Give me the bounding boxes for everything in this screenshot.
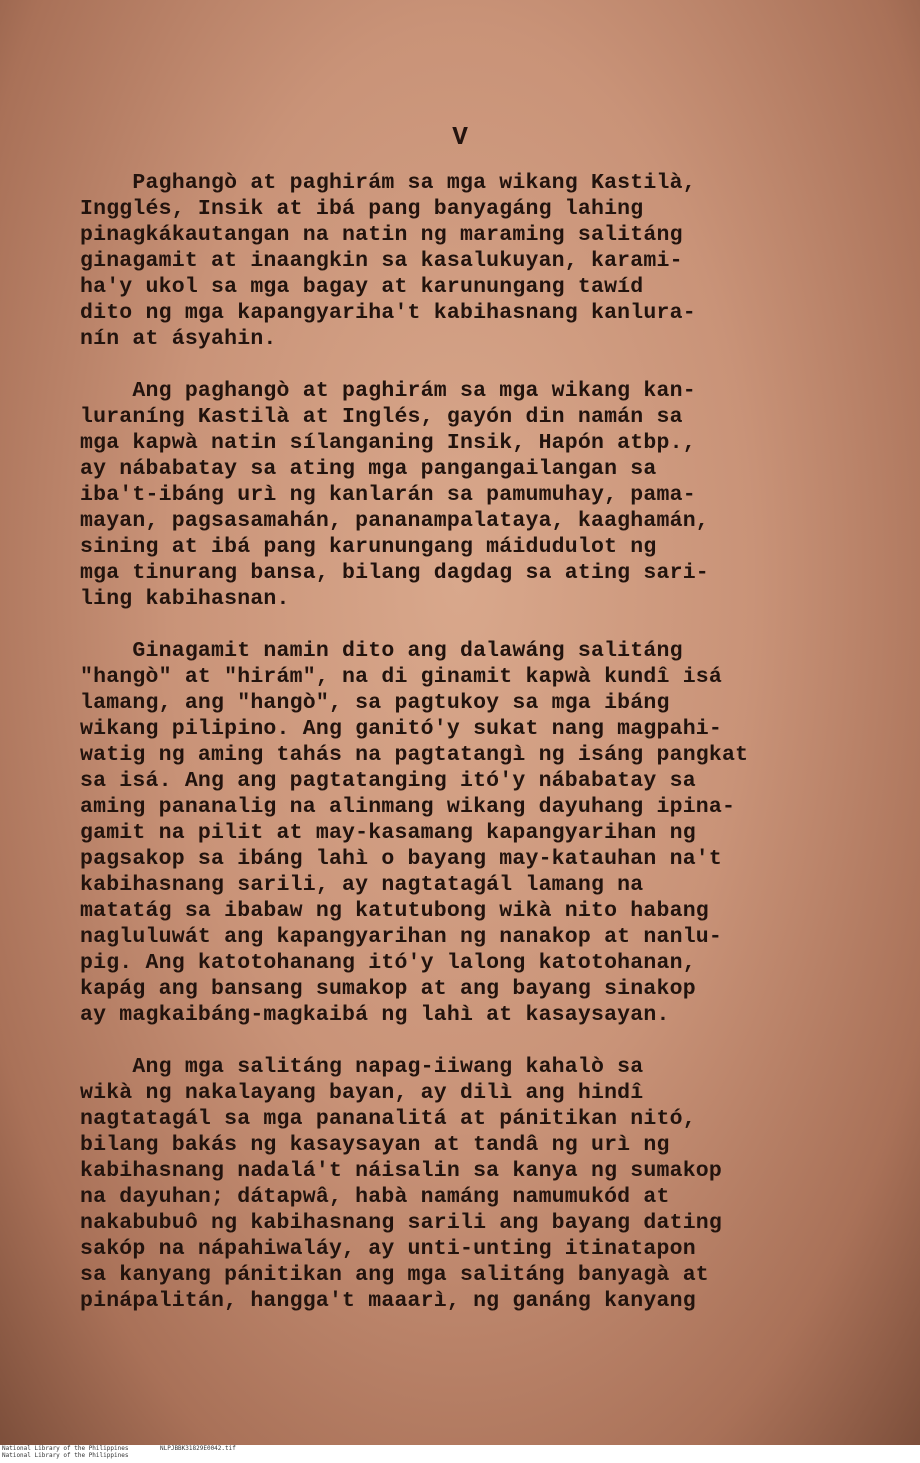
text-line: matatág sa ibabaw ng katutubong wikà nito habang xyxy=(80,899,709,923)
text-line: kabihasnang sarili, ay nagtatagál lamang na xyxy=(80,873,644,897)
text-line: dito ng mga kapangyariha't kabihasnang kanlura- xyxy=(80,301,696,325)
text-line: sining at ibá pang karunungang máidudulot ng xyxy=(80,535,657,559)
text-line: iba't-ibáng urì ng kanlarán sa pamumuhay, pama- xyxy=(80,483,696,507)
text-line: Paghangò at paghirám sa mga wikang Kastilà, xyxy=(80,171,696,195)
text-line: nín at ásyahin. xyxy=(80,327,277,351)
paragraph-2 xyxy=(80,378,900,612)
text-line: nagluluwát ang kapangyarihan ng nanakop at nanlu- xyxy=(80,925,723,949)
text-line: ling kabihasnan. xyxy=(80,587,290,611)
text-line: sa kanyang pánitikan ang mga salitáng banyagà at xyxy=(80,1263,709,1287)
text-line: Ang mga salitáng napag-iiwang kahalò sa xyxy=(80,1055,644,1079)
text-line: sa isá. Ang ang pagtatanging itó'y nábabatay sa xyxy=(80,769,696,793)
text-line: nagtatagál sa mga pananalitá at pánitikan nitó, xyxy=(80,1107,696,1131)
text-line: nakabubuô ng kabihasnang sarili ang bayang dating xyxy=(80,1211,723,1235)
text-line: kabihasnang nadalá't náisalin sa kanya ng sumakop xyxy=(80,1159,723,1183)
text-line: sakóp na nápahiwaláy, ay unti-unting itinatapon xyxy=(80,1237,696,1261)
library-credit: National Library of the Philippines xyxy=(2,1452,129,1459)
text-line: luraníng Kastilà at Inglés, gayón din namán sa xyxy=(80,405,683,429)
page-number: V xyxy=(452,122,468,152)
library-credit: National Library of the Philippines xyxy=(2,1445,129,1452)
text-line: bilang bakás ng kasaysayan at tandâ ng urì ng xyxy=(80,1133,670,1157)
text-line: Ginagamit namin dito ang dalawáng salitáng xyxy=(80,639,683,663)
scan-footer xyxy=(0,1445,920,1463)
text-line: ay magkaibáng-magkaibá ng lahì at kasaysayan. xyxy=(80,1003,670,1027)
text-line: Ingglés, Insik at ibá pang banyagáng lahing xyxy=(80,197,644,221)
text-line: na dayuhan; dátapwâ, habà namáng namumukód at xyxy=(80,1185,670,1209)
file-name: NLPJBBK31829E0042.tif xyxy=(160,1445,236,1452)
text-line: mayan, pagsasamahán, pananampalataya, kaaghamán, xyxy=(80,509,709,533)
text-line: ginagamit at inaangkin sa kasalukuyan, karami- xyxy=(80,249,683,273)
text-line: pagsakop sa ibáng lahì o bayang may-katauhan na't xyxy=(80,847,723,871)
paragraph-1 xyxy=(80,170,900,352)
paragraph-3 xyxy=(80,638,900,1028)
text-line: gamit na pilit at may-kasamang kapangyarihan ng xyxy=(80,821,696,845)
body-text xyxy=(80,170,900,1340)
text-line: pinápalitán, hangga't maaarì, ng ganáng kanyang xyxy=(80,1289,696,1313)
text-line: lamang, ang "hangò", sa pagtukoy sa mga ibáng xyxy=(80,691,670,715)
text-line: wikang pilipino. Ang ganitó'y sukat nang magpahi- xyxy=(80,717,723,741)
text-line: pig. Ang katotohanang itó'y lalong katotohanan, xyxy=(80,951,696,975)
text-line: ha'y ukol sa mga bagay at karunungang tawíd xyxy=(80,275,644,299)
text-line: mga tinurang bansa, bilang dagdag sa ating sari- xyxy=(80,561,709,585)
text-line: pinagkákautangan na natin ng maraming salitáng xyxy=(80,223,683,247)
text-line: aming pananalig na alinmang wikang dayuhang ipina- xyxy=(80,795,736,819)
text-line: kapág ang bansang sumakop at ang bayang sinakop xyxy=(80,977,696,1001)
text-line: watig ng aming tahás na pagtatangì ng isáng pangkat xyxy=(80,743,749,767)
text-line: wikà ng nakalayang bayan, ay dilì ang hindî xyxy=(80,1081,644,1105)
text-line: ay nábabatay sa ating mga pangangailangan sa xyxy=(80,457,657,481)
paragraph-4 xyxy=(80,1054,900,1314)
text-line: Ang paghangò at paghirám sa mga wikang kan- xyxy=(80,379,696,403)
text-line: "hangò" at "hirám", na di ginamit kapwà kundî isá xyxy=(80,665,723,689)
text-line: mga kapwà natin sílanganing Insik, Hapón atbp., xyxy=(80,431,696,455)
